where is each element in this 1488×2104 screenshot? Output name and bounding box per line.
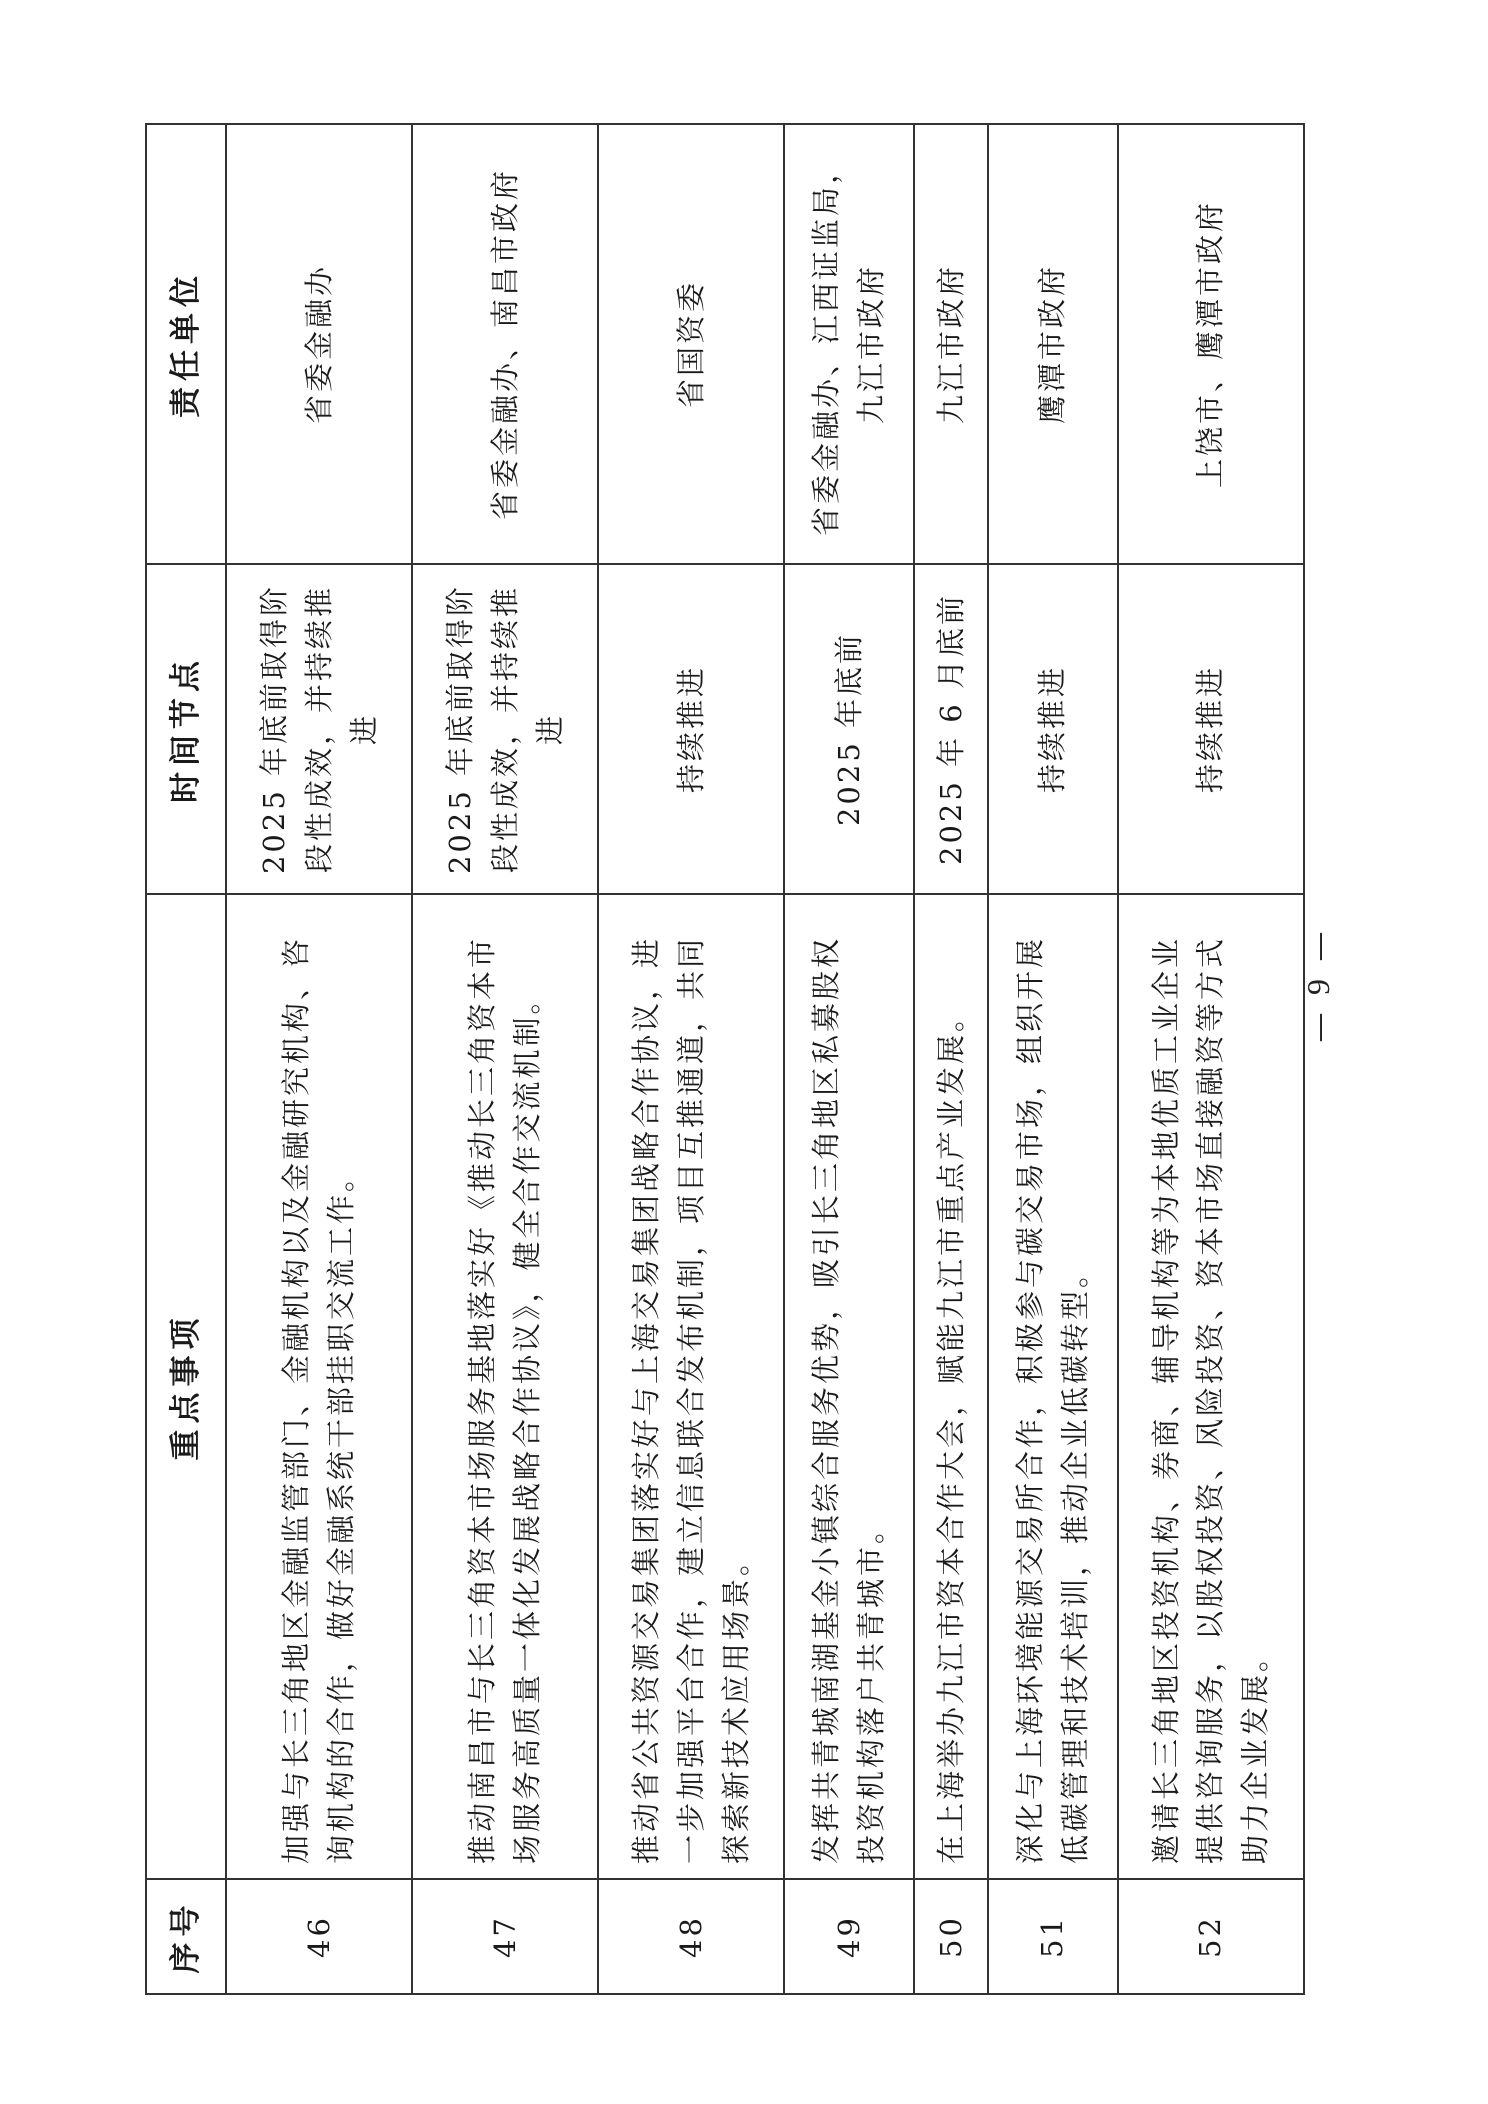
row-responsible-unit: 省委金融办	[226, 124, 412, 564]
key-tasks-table	[145, 123, 1305, 1995]
table-row	[914, 124, 988, 1994]
header-unit: 责任单位	[146, 124, 226, 564]
row-number: 46	[226, 1879, 412, 1994]
row-deadline: 2025 年 6 月底前	[914, 564, 988, 894]
row-number: 49	[784, 1879, 914, 1994]
row-task: 邀请长三角地区投资机构、券商、辅导机构等为本地优质工业企业提供咨询服务，以股权投资、风险投资、资本市场直接融资等方式助力企业发展。	[1118, 894, 1304, 1879]
header-item: 重点事项	[146, 894, 226, 1879]
table-row	[226, 124, 412, 1994]
page-number-value: 9	[1300, 975, 1336, 995]
row-task: 加强与长三角地区金融监管部门、金融机构以及金融研究机构、咨询机构的合作，做好金融系统干部挂职交流工作。	[226, 894, 412, 1879]
row-task: 深化与上海环境能源交易所合作，积极参与碳交易市场，组织开展低碳管理和技术培训，推动企业低碳转型。	[988, 894, 1118, 1879]
row-deadline: 2025 年底前取得阶段性成效，并持续推进	[226, 564, 412, 894]
row-number: 51	[988, 1879, 1118, 1994]
row-number: 48	[598, 1879, 784, 1994]
row-task: 推动省公共资源交易集团落实好与上海交易集团战略合作协议，进一步加强平台合作，建立信息联合发布机制，项目互推通道，共同探索新技术应用场景。	[598, 894, 784, 1879]
row-deadline: 持续推进	[988, 564, 1118, 894]
table-row	[598, 124, 784, 1994]
row-responsible-unit: 省委金融办、江西证监局，九江市政府	[784, 124, 914, 564]
row-deadline: 持续推进	[1118, 564, 1304, 894]
row-responsible-unit: 上饶市、鹰潭市政府	[1118, 124, 1304, 564]
page-number-dash-right: —	[1302, 927, 1337, 962]
table-header-row	[146, 124, 226, 1994]
row-number: 50	[914, 1879, 988, 1994]
row-deadline: 2025 年底前取得阶段性成效，并持续推进	[412, 564, 598, 894]
page-number	[1300, 925, 1340, 1045]
row-number: 47	[412, 1879, 598, 1994]
row-responsible-unit: 鹰潭市政府	[988, 124, 1118, 564]
table-row	[784, 124, 914, 1994]
row-task: 推动南昌市与长三角资本市场服务基地落实好《推动长三角资本市场服务高质量一体化发展战略合作协议》，健全合作交流机制。	[412, 894, 598, 1879]
row-task: 发挥共青城南湖基金小镇综合服务优势，吸引长三角地区私募股权投资机构落户共青城市。	[784, 894, 914, 1879]
table-row	[412, 124, 598, 1994]
header-time: 时间节点	[146, 564, 226, 894]
row-task: 在上海举办九江市资本合作大会，赋能九江市重点产业发展。	[914, 894, 988, 1879]
table-row	[1118, 124, 1304, 1994]
row-responsible-unit: 九江市政府	[914, 124, 988, 564]
row-responsible-unit: 省委金融办、南昌市政府	[412, 124, 598, 564]
row-deadline: 2025 年底前	[784, 564, 914, 894]
row-number: 52	[1118, 1879, 1304, 1994]
header-no: 序号	[146, 1879, 226, 1994]
row-responsible-unit: 省国资委	[598, 124, 784, 564]
table-row	[988, 124, 1118, 1994]
row-deadline: 持续推进	[598, 564, 784, 894]
rotated-table-container	[145, 125, 1305, 1995]
page-number-dash-left: —	[1302, 1008, 1337, 1043]
